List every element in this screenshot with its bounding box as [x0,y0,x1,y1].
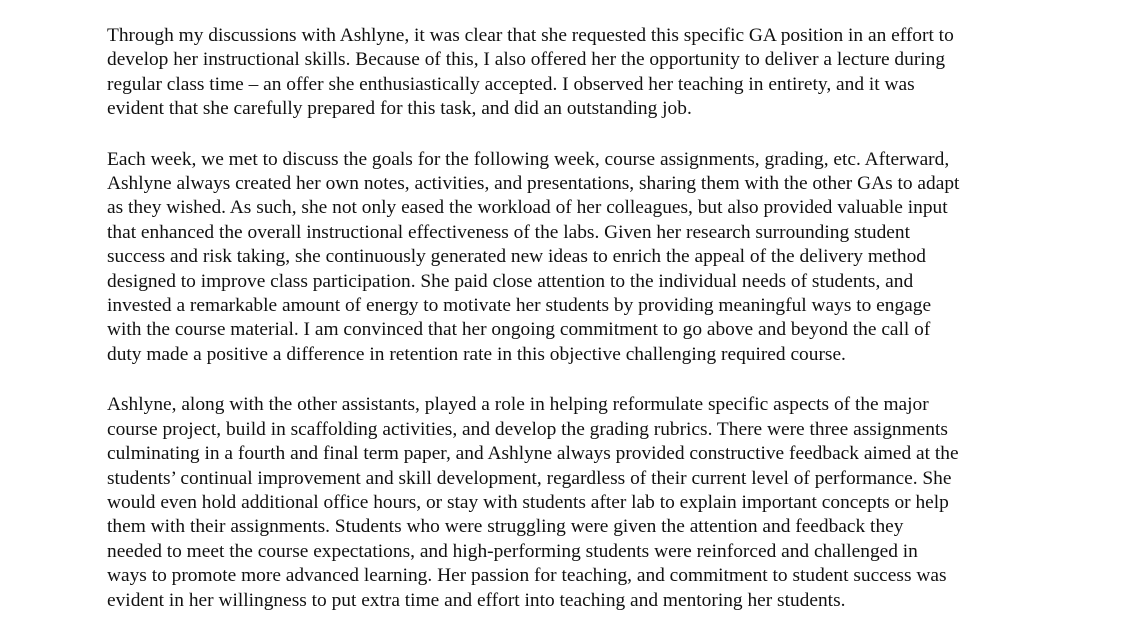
text-line: needed to meet the course expectations, and high-performing students were reinforced and challenged in [107,540,918,562]
text-line: duty made a positive a difference in retention rate in this objective challenging required course. [107,343,846,365]
text-line: would even hold additional office hours, or stay with students after lab to explain important concepts or help [107,491,949,513]
text-line: Ashlyne always created her own notes, activities, and presentations, sharing them with the other GAs to adapt [107,173,960,195]
text-line: invested a remarkable amount of energy to motivate her students by providing meaningful ways to engage [107,295,932,317]
text-line: Ashlyne, along with the other assistants, played a role in helping reformulate specific aspects of the major [107,394,929,416]
text-line: Each week, we met to discuss the goals for the following week, course assignments, grading, etc. Afterward, [107,148,950,170]
text-line: culminating in a fourth and final term paper, and Ashlyne always provided constructive feedback aimed at the [107,443,959,465]
text-line: evident in her willingness to put extra time and effort into teaching and mentoring her students. [107,589,846,611]
text-line: success and risk taking, she continuously generated new ideas to enrich the appeal of the delivery method [107,246,926,268]
text-line: regular class time – an offer she enthusiastically accepted. I observed her teaching in entirety, and it was [107,73,915,95]
text-line: course project, build in scaffolding activities, and develop the grading rubrics. There were three assignments [107,418,948,440]
text-line: designed to improve class participation. She paid close attention to the individual needs of students, and [107,270,914,292]
text-line: students’ continual improvement and skill development, regardless of their current level of performance. She [107,467,952,489]
paragraph-3 [107,393,1007,613]
text-line: as they wished. As such, she not only eased the workload of her colleagues, but also provided valuable input [107,197,948,219]
text-line: them with their assignments. Students who were struggling were given the attention and feedback they [107,516,904,538]
text-line: ways to promote more advanced learning. Her passion for teaching, and commitment to student success was [107,565,947,587]
text-line: evident that she carefully prepared for this task, and did an outstanding job. [107,98,692,120]
text-line: with the course material. I am convinced that her ongoing commitment to go above and beyond the call of [107,319,931,341]
text-line: develop her instructional skills. Because of this, I also offered her the opportunity to deliver a lecture during [107,49,946,71]
text-line: that enhanced the overall instructional effectiveness of the labs. Given her research surrounding student [107,221,910,243]
text-line: Through my discussions with Ashlyne, it was clear that she requested this specific GA position in an effort to [107,25,954,46]
paragraph-1 [107,24,1007,122]
letter-body [107,24,1007,613]
paragraph-2 [107,148,1007,368]
